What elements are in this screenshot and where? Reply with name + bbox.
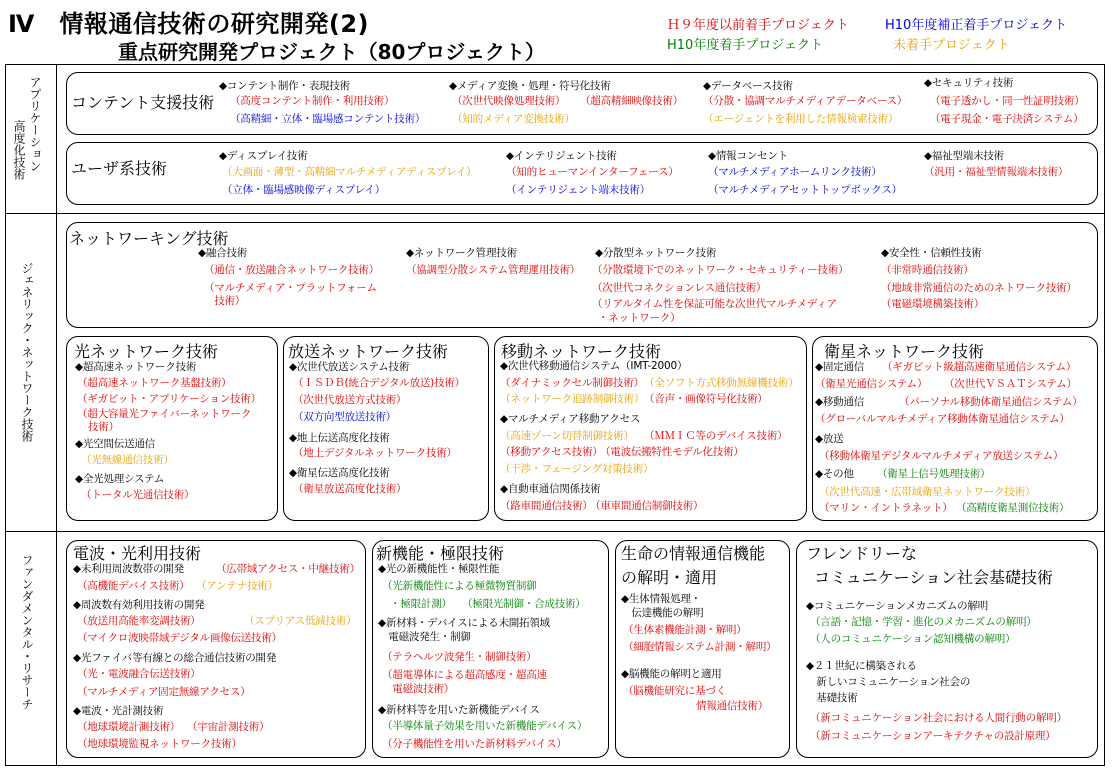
life-heading-1-cont: 伝達機能の解明 <box>621 607 704 619</box>
project-item: （高精細・立体・臨場感コンテント技術） <box>230 113 426 125</box>
mobile-heading-2: ◆マルチメディア移動アクセス <box>500 413 641 425</box>
project-item: （超大容量光ファイバーネットワーク <box>77 408 252 420</box>
friendly-communication-title: フレンドリーな <box>806 544 917 563</box>
project-item: （エージェントを利用した情報検索技術） <box>703 113 899 125</box>
project-item: （地上デジタルネットワーク技術） <box>293 447 457 459</box>
radio-heading-4: ◆電波・光計測技術 <box>73 705 164 717</box>
novel-heading-2: ◆新材料・デバイスによる未開拓領域 <box>378 617 550 629</box>
network-management-heading: ◆ネットワーク管理技術 <box>406 247 517 259</box>
welfare-terminal-heading: ◆福祉型端末技術 <box>924 150 1004 162</box>
project-item: （衛星光通信システム） <box>815 378 928 390</box>
security-heading: ◆セキュリティ技術 <box>924 77 1014 89</box>
project-item: （電子現金・電子決済システム） <box>930 113 1084 125</box>
radio-heading-1: ◆未利用周波数帯の開発 <box>73 563 184 575</box>
broadcast-network-title: 放送ネットワーク技術 <box>288 342 449 361</box>
project-item: （電子透かし・同一性証明技術） <box>930 95 1085 107</box>
project-item: （音声・画像符号化技術） <box>644 393 768 405</box>
project-item: 技術） <box>204 295 246 307</box>
legend-h10-supplementary: H10年度補正着手プロジェクト <box>885 18 1068 33</box>
broadcast-heading-2: ◆地上伝送高度化技術 <box>289 432 390 444</box>
project-item: （衛星上信号処理技術） <box>877 468 991 480</box>
project-item: （立体・臨場感映像ディスプレイ） <box>222 184 386 196</box>
friendly-communication-title-2: コミュニケーション社会基礎技術 <box>814 568 1054 587</box>
side-column-divider <box>56 64 57 766</box>
project-item: 情報通信技術） <box>696 700 769 712</box>
project-item: （超高速ネットワーク基盤技術） <box>77 377 232 389</box>
project-item: （知的ヒューマンインターフェース） <box>506 166 679 178</box>
page-title: Ⅳ 情報通信技術の研究開発(2) <box>8 10 370 38</box>
radio-heading-2: ◆周波数有効利用技術の開発 <box>73 599 205 611</box>
fusion-heading: ◆融合技術 <box>198 247 248 259</box>
project-item: （双方向型放送技術） <box>293 411 396 423</box>
project-item: （高速ゾーン切替制御技術） <box>500 430 634 442</box>
project-item: （次世代高速・広帯域衛星ネットワーク技術） <box>819 486 1036 498</box>
project-item: （協調型分散システム管理運用技術） <box>406 264 581 276</box>
project-item: ・極限計測） <box>390 598 452 610</box>
project-item: （ダイナミックセル制御技術） <box>500 377 644 389</box>
project-item: （マルチメディアセットトップボックス） <box>708 184 902 196</box>
project-item: （超高精細映像技術） <box>580 95 683 107</box>
project-item: （干渉・フェージング対策技術） <box>500 463 654 475</box>
project-item: （放送用高能率変調技術） <box>77 615 201 627</box>
project-item: （地球環境計測技術） <box>77 721 180 733</box>
project-item: （分子機能性を用いた新材料デバイス） <box>382 738 567 750</box>
project-item: （次世代ＶＳＡＴシステム） <box>944 378 1077 390</box>
section-divider-2 <box>5 531 1105 532</box>
optical-heading-3: ◆全光処理システム <box>75 473 165 485</box>
project-item: （光新機能性による極微物質制御 <box>382 580 537 592</box>
friendly-heading-2: ◆２１世紀に構築される <box>806 660 917 672</box>
project-item: （新コミュニケーションアーキテクチャの設計原理） <box>810 730 1056 742</box>
project-item: （次世代映像処理技術） <box>452 95 566 107</box>
project-item: （テラヘルツ波発生・制御技術） <box>382 651 537 663</box>
life-heading-2: ◆脳機能の解明と適用 <box>621 668 722 680</box>
project-item: （マルチメディア・プラットフォーム <box>204 282 377 294</box>
project-item: （高機能デバイス技術） <box>77 580 190 592</box>
project-item: （パーソナル移動体衛星通信システム） <box>899 396 1083 408</box>
project-item: （全ソフト方式移動無線機技術） <box>644 377 799 389</box>
satellite-network-title: 衛星ネットワーク技術 <box>824 342 985 361</box>
section-label-application-2: 高度化技術 <box>12 120 26 180</box>
project-item: （電波伝搬特性モデル化技術） <box>600 446 744 458</box>
project-item: （生体素機能計測・解明） <box>623 624 747 636</box>
project-item: （通信・放送融合ネットワーク技術） <box>204 264 380 276</box>
optical-heading-2: ◆光空間伝送通信 <box>75 438 155 450</box>
project-item: （次世代放送方式技術） <box>293 394 407 406</box>
project-item: （非常時通信技術） <box>881 264 974 276</box>
broadcast-heading-1: ◆次世代放送システム技術 <box>289 361 410 373</box>
friendly-heading-2-cont2: 基礎技術 <box>806 692 858 704</box>
project-item: （次世代コネクションレス通信技術） <box>592 282 767 294</box>
project-item: （路車間通信技術） <box>500 500 593 512</box>
project-item: （インテリジェント端末技術） <box>506 184 650 196</box>
project-item: （ネットワーク追跡制御技術） <box>500 393 645 405</box>
section-label-fundamental-research: ファンダメンタル・リサーチ <box>20 554 34 710</box>
friendly-heading-1: ◆コミュニケーションメカニズムの解明 <box>806 600 989 612</box>
project-item: （ＩＳＤＢ(統合デジタル放送)技術） <box>293 377 465 389</box>
project-item: （分散環境下でのネットワーク・セキュリティー技術） <box>592 264 849 276</box>
radio-heading-3: ◆光ファイバ等有線との総合通信技術の開発 <box>73 652 277 664</box>
broadcast-heading-3: ◆衛星伝送高度化技術 <box>289 467 390 479</box>
optical-heading-1: ◆超高速ネットワーク技術 <box>75 361 197 373</box>
legend-h9: Ｈ９年度以前着手プロジェクト <box>667 18 849 33</box>
project-item: （移動体衛星デジタルマルチメディア放送システム） <box>819 450 1064 462</box>
satellite-heading-mobile: ◆移動通信 <box>815 396 865 408</box>
section-divider-1 <box>5 213 1105 214</box>
project-item: （広帯域アクセス・中継技術） <box>216 563 360 575</box>
media-conversion-heading: ◆メディア変換・処理・符号化技術 <box>449 80 611 92</box>
project-item: （知的メディア変換技術） <box>452 113 575 125</box>
optical-network-title: 光ネットワーク技術 <box>74 342 219 361</box>
mobile-heading-3: ◆自動車通信関係技術 <box>500 483 601 495</box>
project-item: 電磁波技術） <box>382 683 455 695</box>
friendly-heading-2-cont: 新しいコミュニケーション社会の <box>806 676 971 688</box>
project-item: （車車間通信制御技術） <box>590 500 704 512</box>
safety-reliability-heading: ◆安全性・信頼性技術 <box>881 247 982 259</box>
project-item: （移動アクセス技術） <box>500 446 603 458</box>
project-item: （リアルタイム性を保証可能な次世代マルチメディア <box>592 298 837 310</box>
project-item: （半導体量子効果を用いた新機能デバイス） <box>382 720 588 732</box>
project-item: （地域非常通信のためのネトワーク技術） <box>881 282 1077 294</box>
project-item: （大画面・薄型・高精細マルチメディアディスプレイ） <box>222 166 477 178</box>
user-system-title: ユーザ系技術 <box>71 159 168 178</box>
legend-h10: H10年度着手プロジェクト <box>667 38 824 53</box>
radio-optical-title: 電波・光利用技術 <box>73 544 202 563</box>
project-item: （アンテナ技術） <box>196 580 278 592</box>
project-item: ・ネットワーク） <box>598 312 681 324</box>
project-item: （汎用・福祉型情報端末技術） <box>924 166 1069 178</box>
project-item: （マルチメディアホームリンク技術） <box>708 166 882 178</box>
project-item: （脳機能研究に基づく <box>623 685 726 697</box>
project-item: （人のコミュニケーション認知機構の解明） <box>810 633 1016 645</box>
satellite-heading-other: ◆その他 <box>815 468 854 480</box>
life-information-title: 生命の情報通信機能 <box>621 544 766 563</box>
project-item: （極限光制御・合成技術） <box>462 598 586 610</box>
life-information-title-2: の解明・適用 <box>621 568 718 587</box>
content-production-heading: ◆コンテント制作・表現技術 <box>219 80 350 92</box>
project-item: （新コミュニケーション社会における人間行動の解明） <box>810 712 1067 724</box>
content-support-title: コンテント支援技術 <box>71 93 215 112</box>
project-item: （地球環境監視ネットワーク技術） <box>77 738 242 750</box>
mobile-heading-1: ◆次世代移動通信システム（IMT-2000） <box>500 360 688 372</box>
project-item: （言語・記憶・学習・進化のメカニズムの解明） <box>810 616 1037 628</box>
satellite-heading-fixed: ◆固定通信 <box>815 361 865 373</box>
project-item: （細胞情報システム計測・解明） <box>623 641 777 653</box>
section-label-application: アプリケーション <box>28 76 42 172</box>
networking-title: ネットワーキング技術 <box>69 229 229 248</box>
project-item: （高度コンテント制作・利用技術） <box>230 95 395 107</box>
info-outlet-heading: ◆情報コンセント <box>708 150 788 162</box>
project-item: （衛星放送高度化技術） <box>293 483 407 495</box>
project-item: （宇宙計測技術） <box>187 721 270 733</box>
project-item: （マイクロ波映帯域デジタル画像伝送技術） <box>77 632 282 644</box>
project-item: （スプリアス低減技術） <box>244 615 357 627</box>
novel-heading-1: ◆光の新機能性・極限性能 <box>378 563 500 575</box>
project-item: （光無線通信技術） <box>81 454 174 466</box>
project-item: （ギガビット・アプリケーション技術） <box>77 393 261 405</box>
project-item: （電磁環境構築技術） <box>881 298 984 310</box>
project-item: （マルチメディア固定無線アクセス） <box>77 686 251 698</box>
project-item: （高精度衛星測位技術） <box>956 502 1070 514</box>
project-item: （トータル光通信技術） <box>81 489 195 501</box>
page-subtitle: 重点研究開発プロジェクト（80プロジェクト） <box>118 40 546 64</box>
project-item: （光・電波融合伝送技術） <box>77 668 201 680</box>
legend-not-started: 未着手プロジェクト <box>893 38 1010 53</box>
intelligent-heading: ◆インテリジェント技術 <box>506 150 617 162</box>
project-item: （マリン・イントラネット） <box>819 502 953 514</box>
display-heading: ◆ディスプレイ技術 <box>219 150 308 162</box>
life-heading-1: ◆生体情報処理・ <box>621 593 701 605</box>
database-heading: ◆データベース技術 <box>703 80 793 92</box>
satellite-heading-broadcast: ◆放送 <box>815 433 844 445</box>
project-item: （ギガビット級超高速衛星通信システム） <box>882 361 1077 373</box>
mobile-network-title: 移動ネットワーク技術 <box>501 342 662 361</box>
novel-function-title: 新機能・極限技術 <box>376 544 505 563</box>
project-item: （分散・協調マルチメディアデータベース） <box>703 95 908 107</box>
project-item: （グローバルマルチメディア移動体衛星通信システム） <box>815 413 1070 425</box>
novel-heading-3: ◆新材料等を用いた新機能デバイス <box>378 704 540 716</box>
distributed-network-heading: ◆分散型ネットワーク技術 <box>595 247 717 259</box>
section-label-generic-network: ジェネリック・ネットワーク技術 <box>20 262 34 442</box>
project-item: （ＭＭＩＣ等のデバイス技術） <box>644 430 788 442</box>
novel-heading-2-cont: 電磁波発生・制御 <box>378 631 471 643</box>
project-item: （超電導体による超高感度・超高速 <box>382 669 547 681</box>
project-item: 技術） <box>88 421 119 433</box>
